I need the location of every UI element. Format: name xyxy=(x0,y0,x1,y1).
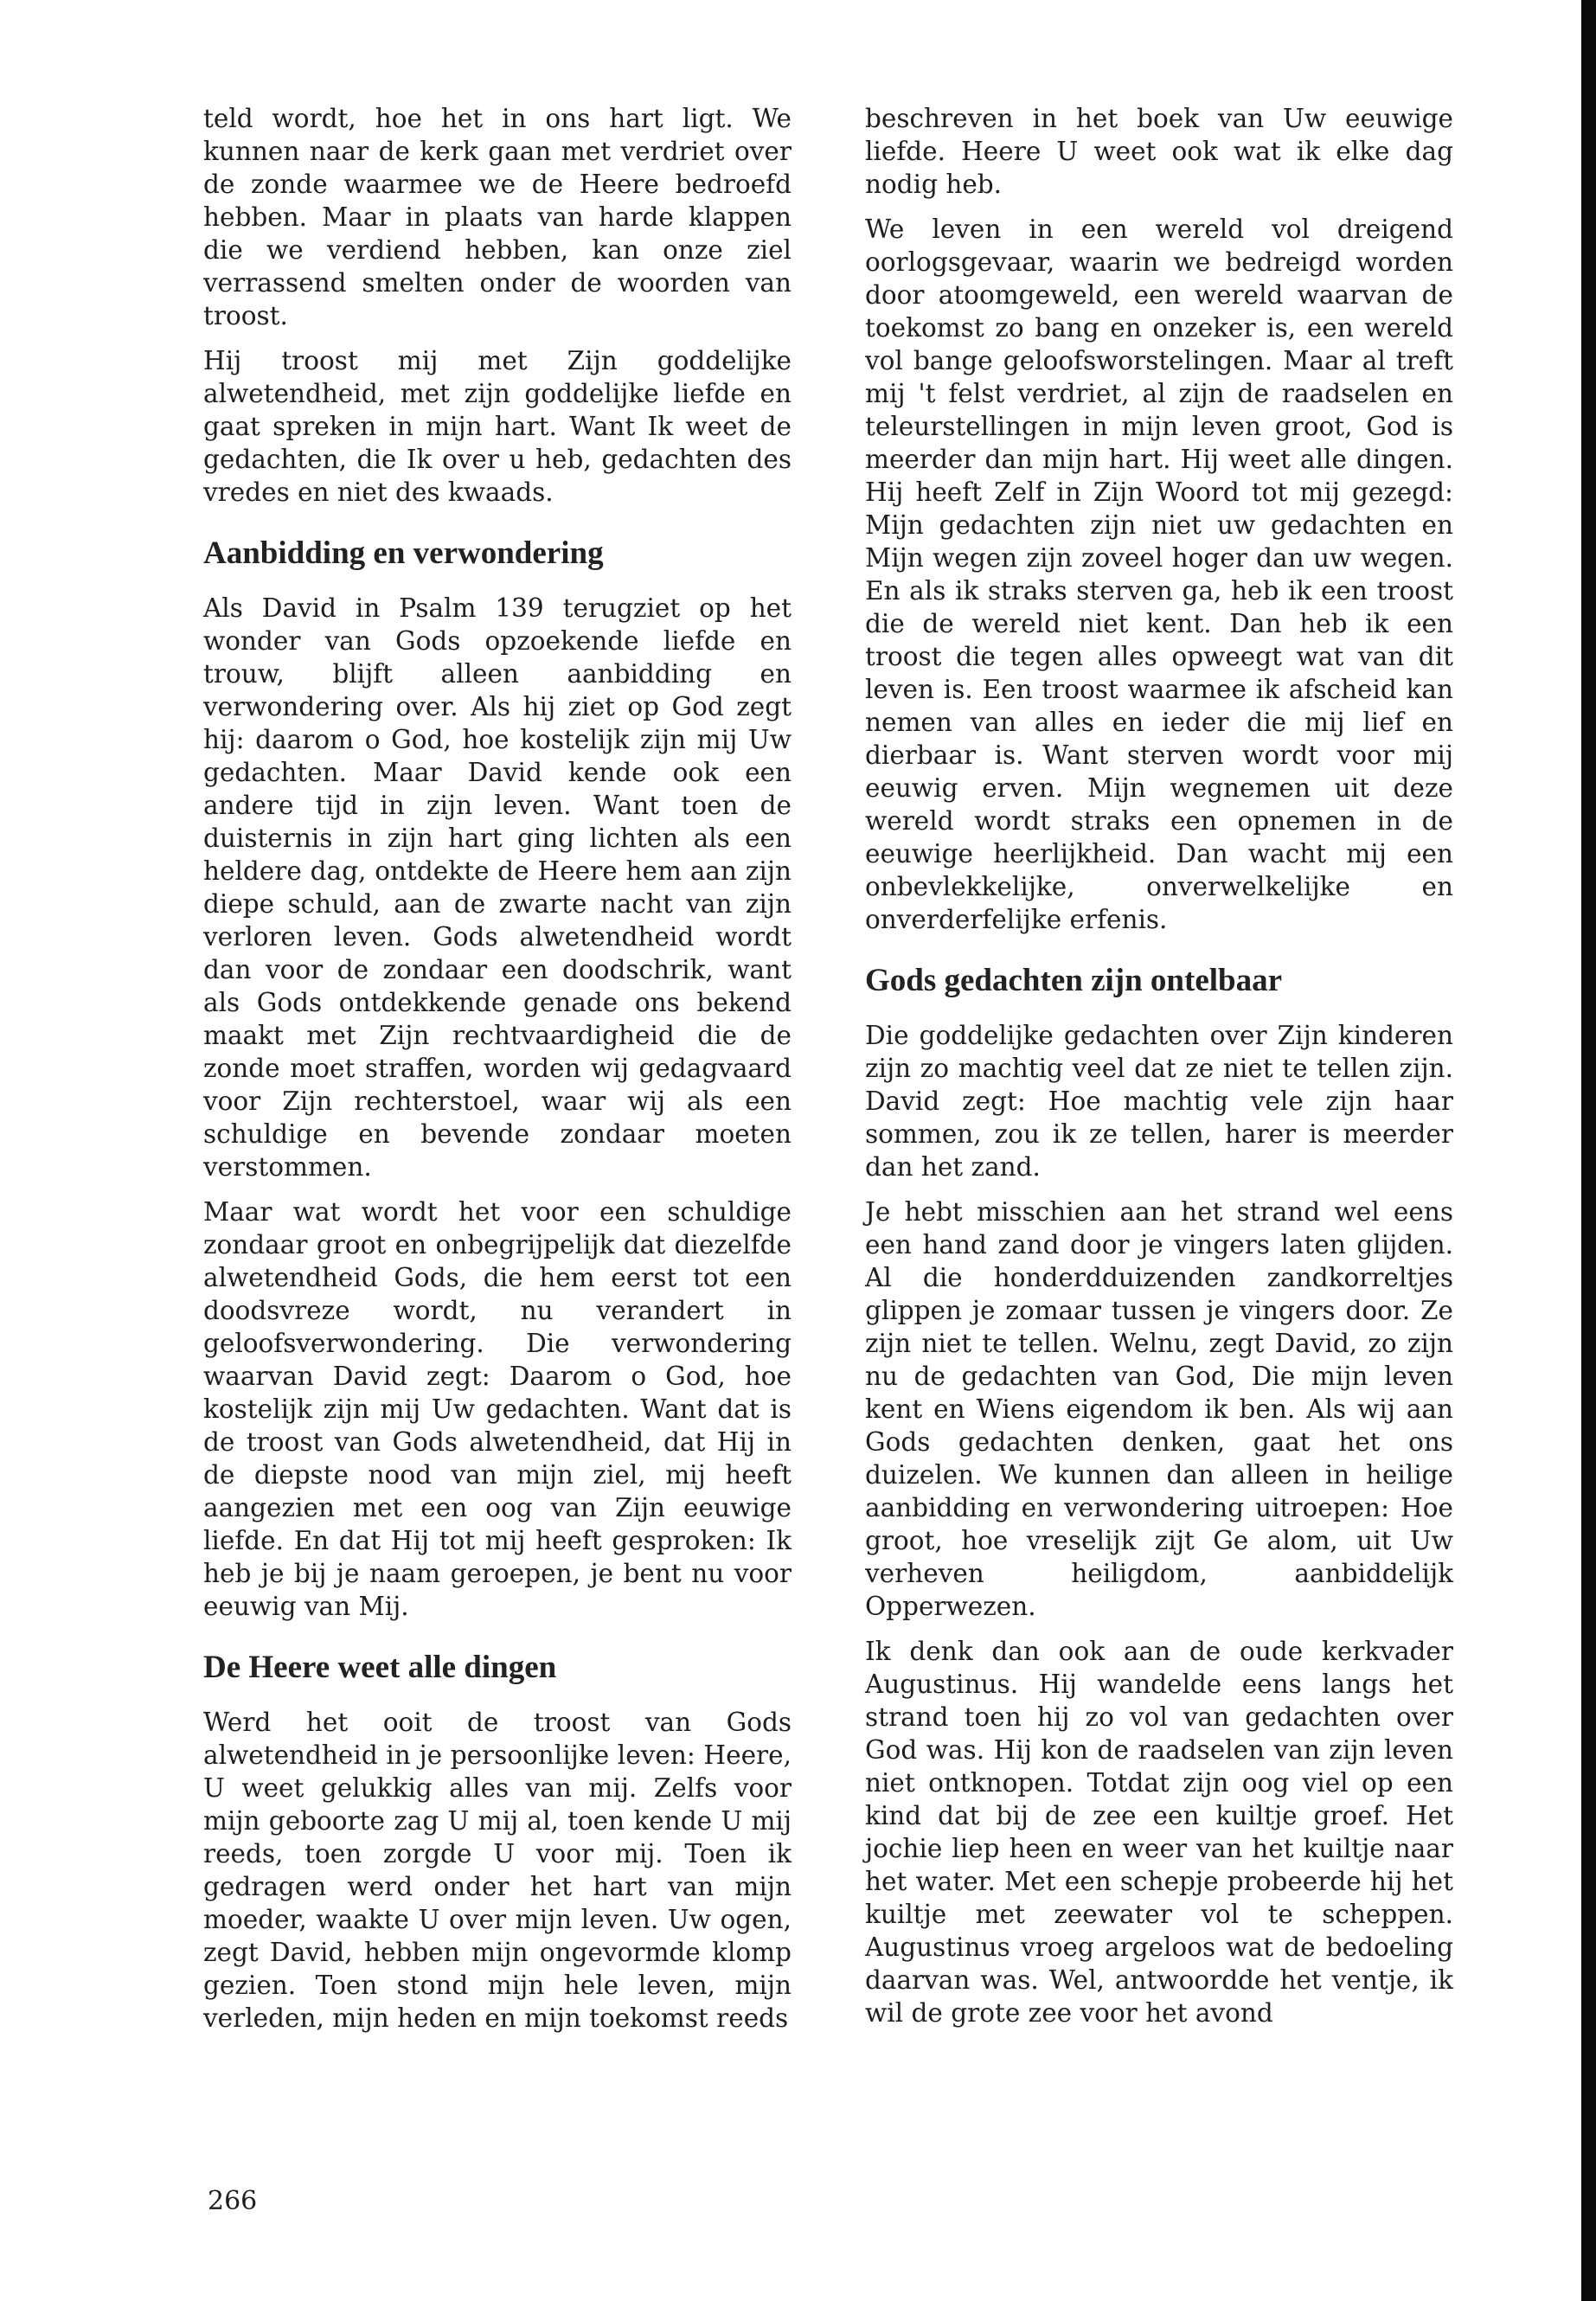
paragraph: Ik denk dan ook aan de oude kerkvader Augustinus. Hij wandelde eens langs het strand toen hij zo vol van gedachten over God was. Hij kon de raadselen van zijn leven niet ontknopen. Totdat zijn oog viel op een kind dat bij de zee een kuiltje groef. Het jochie liep heen en weer van het kuiltje naar het water. Met een schepje probeerde hij het kuiltje met zeewater vol te scheppen. Augustinus vroeg argeloos wat de bedoeling daarvan was. Wel, antwoordde het ventje, ik wil de grote zee voor het avond xyxy=(865,1637,1453,2028)
page-number: 266 xyxy=(208,2186,258,2216)
paragraph: We leven in een wereld vol dreigend oorlogsgevaar, waarin we bedreigd worden door atoomgeweld, een wereld waarvan de toekomst zo bang en onzeker is, een wereld vol bange geloofsworstelingen. Maar al treft mij 't felst verdriet, al zijn de raadselen en teleurstellingen in mijn leven groot, God is meerder dan mijn hart. Hij weet alle dingen. Hij heeft Zelf in Zijn Woord tot mij gezegd: Mijn gedachten zijn niet uw gedachten en Mijn wegen zijn zoveel hoger dan uw wegen. En als ik straks sterven ga, heb ik een troost die de wereld niet kent. Dan heb ik een troost die tegen alles opweegt wat van dit leven is. Een troost waarmee ik afscheid kan nemen van alles en ieder die mij lief en dierbaar is. Want sterven wordt voor mij eeuwig erven. Mijn wegnemen uit deze wereld wordt straks een opnemen in de eeuwige heerlijkheid. Dan wacht mij een onbevlekkelijke, onverwelkelijke en onverderfelijke erfenis. xyxy=(865,215,1453,934)
paragraph: Maar wat wordt het voor een schuldige zondaar groot en onbegrijpelijk dat diezelfde alwetendheid Gods, die hem eerst tot een doodsvreze wordt, nu verandert in geloofsverwondering. Die verwondering waarvan David zegt: Daarom o God, hoe kostelijk zijn mij Uw gedachten. Want dat is de troost van Gods alwetendheid, dat Hij in de diepste nood van mijn ziel, mij heeft aangezien met een oog van Zijn eeuwige liefde. En dat Hij tot mij heeft gesproken: Ik heb je bij je naam geroepen, je bent nu voor eeuwig van Mij. xyxy=(203,1197,792,1621)
paragraph: Die goddelijke gedachten over Zijn kinderen zijn zo machtig veel dat ze niet te tellen zijn. David zegt: Hoe machtig vele zijn haar sommen, zou ik ze tellen, harer is meerder dan het zand. xyxy=(865,1021,1453,1182)
paragraph: Je hebt misschien aan het strand wel eens een hand zand door je vingers laten glijden. Al die honderdduizenden zandkorreltjes glippen je zomaar tussen je vingers door. Ze zijn niet te tellen. Welnu, zegt David, zo zijn nu de gedachten van God, Die mijn leven kent en Wiens eigendom ik ben. Als wij aan Gods gedachten denken, gaat het ons duizelen. We kunnen dan alleen in heilige aanbidding en verwondering uitroepen: Hoe groot, hoe vreselijk zijt Ge alom, uit Uw verheven heiligdom, aanbiddelijk Opperwezen. xyxy=(865,1197,1453,1621)
right-column xyxy=(865,102,1453,2041)
scan-edge-bar xyxy=(1581,0,1596,2301)
paragraph: teld wordt, hoe het in ons hart ligt. We kunnen naar de kerk gaan met verdriet over de zonde waarmee we de Heere bedroefd hebben. Maar in plaats van harde klappen die we verdiend hebben, kan onze ziel verrassend smelten onder de woorden van troost. xyxy=(203,104,792,330)
paragraph: Als David in Psalm 139 terugziet op het wonder van Gods opzoekende liefde en trouw, blijft alleen aanbidding en verwondering over. Als hij ziet op God zegt hij: daarom o God, hoe kostelijk zijn mij Uw gedachten. Maar David kende ook een andere tijd in zijn leven. Want toen de duisternis in zijn hart ging lichten als een heldere dag, ontdekte de Heere hem aan zijn diepe schuld, aan de zwarte nacht van zijn verloren leven. Gods alwetendheid wordt dan voor de zondaar een doodschrik, want als Gods ontdekkende genade ons bekend maakt met Zijn rechtvaardigheid die de zonde moet straffen, worden wij gedagvaard voor Zijn rechterstoel, waar wij als een schuldige en bevende zondaar moeten verstommen. xyxy=(203,593,792,1182)
section-heading: Aanbidding en verwondering xyxy=(203,535,604,571)
paragraph: Hij troost mij met Zijn goddelijke alwetendheid, met zijn goddelijke liefde en gaat spreken in mijn hart. Want Ik weet de gedachten, die Ik over u heb, gedachten des vredes en niet des kwaads. xyxy=(203,346,792,507)
section-heading: De Heere weet alle dingen xyxy=(203,1650,557,1685)
left-column xyxy=(203,102,792,2047)
section-heading: Gods gedachten zijn ontelbaar xyxy=(865,963,1283,998)
paragraph: beschreven in het boek van Uw eeuwige liefde. Heere U weet ook wat ik elke dag nodig heb. xyxy=(865,104,1453,199)
paragraph: Werd het ooit de troost van Gods alwetendheid in je persoonlijke leven: Heere, U weet gelukkig alles van mij. Zelfs voor mijn geboorte zag U mij al, toen kende U mij reeds, toen zorgde U voor mij. Toen ik gedragen werd onder het hart van mijn moeder, waakte U over mijn leven. Uw ogen, zegt David, hebben mijn ongevormde klomp gezien. Toen stond mijn hele leven, mijn verleden, mijn heden en mijn toekomst reeds xyxy=(203,1708,792,2033)
